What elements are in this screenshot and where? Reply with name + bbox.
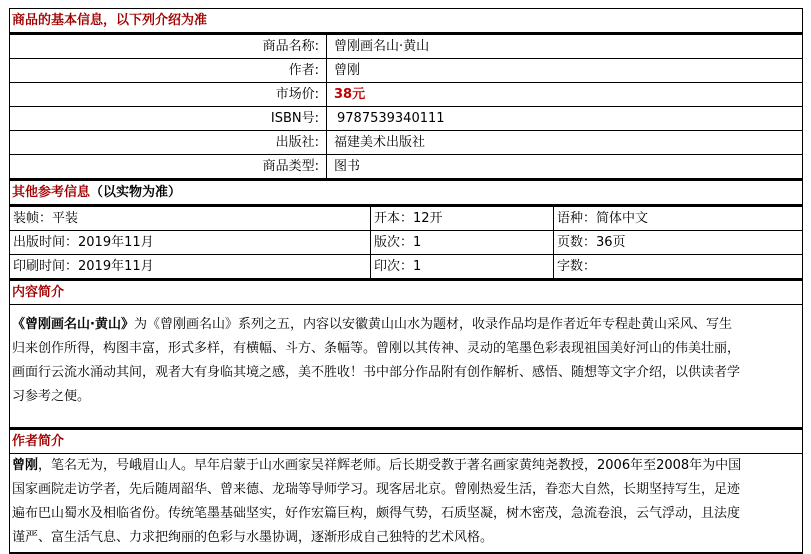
row-label: 商品名称:	[10, 35, 327, 58]
row-value: 9787539340111	[337, 111, 445, 126]
bio-line: 国家画院走访学者，先后随周韶华、曾来德、龙瑞等导师学习。现客居北京。曾刚热爱生活，眷恋大自然，长期坚持写生，足迹	[12, 482, 741, 497]
product-info-table	[9, 8, 803, 554]
author-bio	[10, 454, 802, 552]
info-row-isbn	[10, 107, 802, 131]
word-count-cell: 字数：	[557, 259, 597, 274]
info-row-type	[10, 155, 802, 178]
other-info-row	[10, 255, 802, 278]
bio-line-text: ，笔名无为，号峨眉山人。早年启蒙于山水画家吴祥辉老师。后长期受教于著名画家黄纯尧教授，2006年至2008年为中国	[38, 458, 742, 473]
author-name: 曾刚	[12, 458, 39, 473]
row-label: 市场价:	[10, 83, 327, 106]
row-label: 商品类型:	[10, 155, 327, 178]
intro-line: 画面行云流水涌动其间，观者大有身临其境之感，美不胜收！书中部分作品附有创作解析、感悟、随想等文字介绍，以供读者学	[12, 365, 741, 380]
info-row-name	[10, 35, 802, 59]
book-title: 《曾刚画名山·黄山》	[12, 317, 134, 332]
info-row-publisher	[10, 131, 802, 155]
other-info-heading	[10, 178, 802, 207]
binding-cell: 装帧：平装	[10, 207, 371, 230]
author-heading: 作者简介	[10, 427, 802, 454]
row-value: 图书	[334, 159, 361, 174]
price-value: 38元	[334, 87, 366, 102]
row-value: 曾刚	[334, 63, 361, 78]
other-info-title: 其他参考信息	[12, 185, 91, 200]
basic-info-heading: 商品的基本信息，以下列介绍为准	[10, 9, 802, 35]
publish-date-cell: 出版时间：2019年11月	[10, 231, 371, 254]
intro-line	[12, 313, 800, 337]
other-info-row	[10, 207, 802, 231]
info-row-price	[10, 83, 802, 107]
row-label: 出版社:	[10, 131, 327, 154]
bio-line: 遍布巴山蜀水及相临省份。传统笔墨基础坚实，好作宏篇巨构，颇得气势，石质坚凝，树木密茂，急流卷浪，云气浮动，且法度	[12, 506, 741, 521]
info-row-author	[10, 59, 802, 83]
bio-line: 谨严、富生活气息、力求把绚丽的色彩与水墨协调，逐渐形成自己独特的艺术风格。	[12, 530, 494, 545]
row-label: 作者:	[10, 59, 327, 82]
row-value: 曾刚画名山·黄山	[334, 39, 430, 54]
intro-line-text: 为《曾刚画名山》系列之五，内容以安徽黄山山水为题材，收录作品均是作者近年专程赴黄山采风、写生	[133, 317, 732, 332]
printing-cell: 印次：1	[371, 255, 554, 278]
intro-line: 习参考之便。	[12, 389, 91, 404]
bio-line	[12, 454, 800, 478]
other-info-row	[10, 231, 802, 255]
edition-cell: 版次：1	[371, 231, 554, 254]
pages-cell: 页数：36页	[557, 235, 626, 250]
row-label: ISBN号:	[10, 107, 327, 130]
format-cell: 开本：12开	[371, 207, 554, 230]
intro-text	[10, 305, 802, 427]
other-info-subtitle: （以实物为准）	[90, 185, 182, 200]
intro-heading: 内容简介	[10, 278, 802, 305]
print-date-cell: 印刷时间：2019年11月	[10, 255, 371, 278]
language-cell: 语种：简体中文	[557, 211, 649, 226]
row-value: 福建美术出版社	[334, 135, 426, 150]
intro-line: 归来创作所得，构图丰富，形式多样，有横幅、斗方、条幅等。曾刚以其传神、灵动的笔墨色彩表现祖国美好河山的伟美壮丽，	[12, 341, 741, 356]
